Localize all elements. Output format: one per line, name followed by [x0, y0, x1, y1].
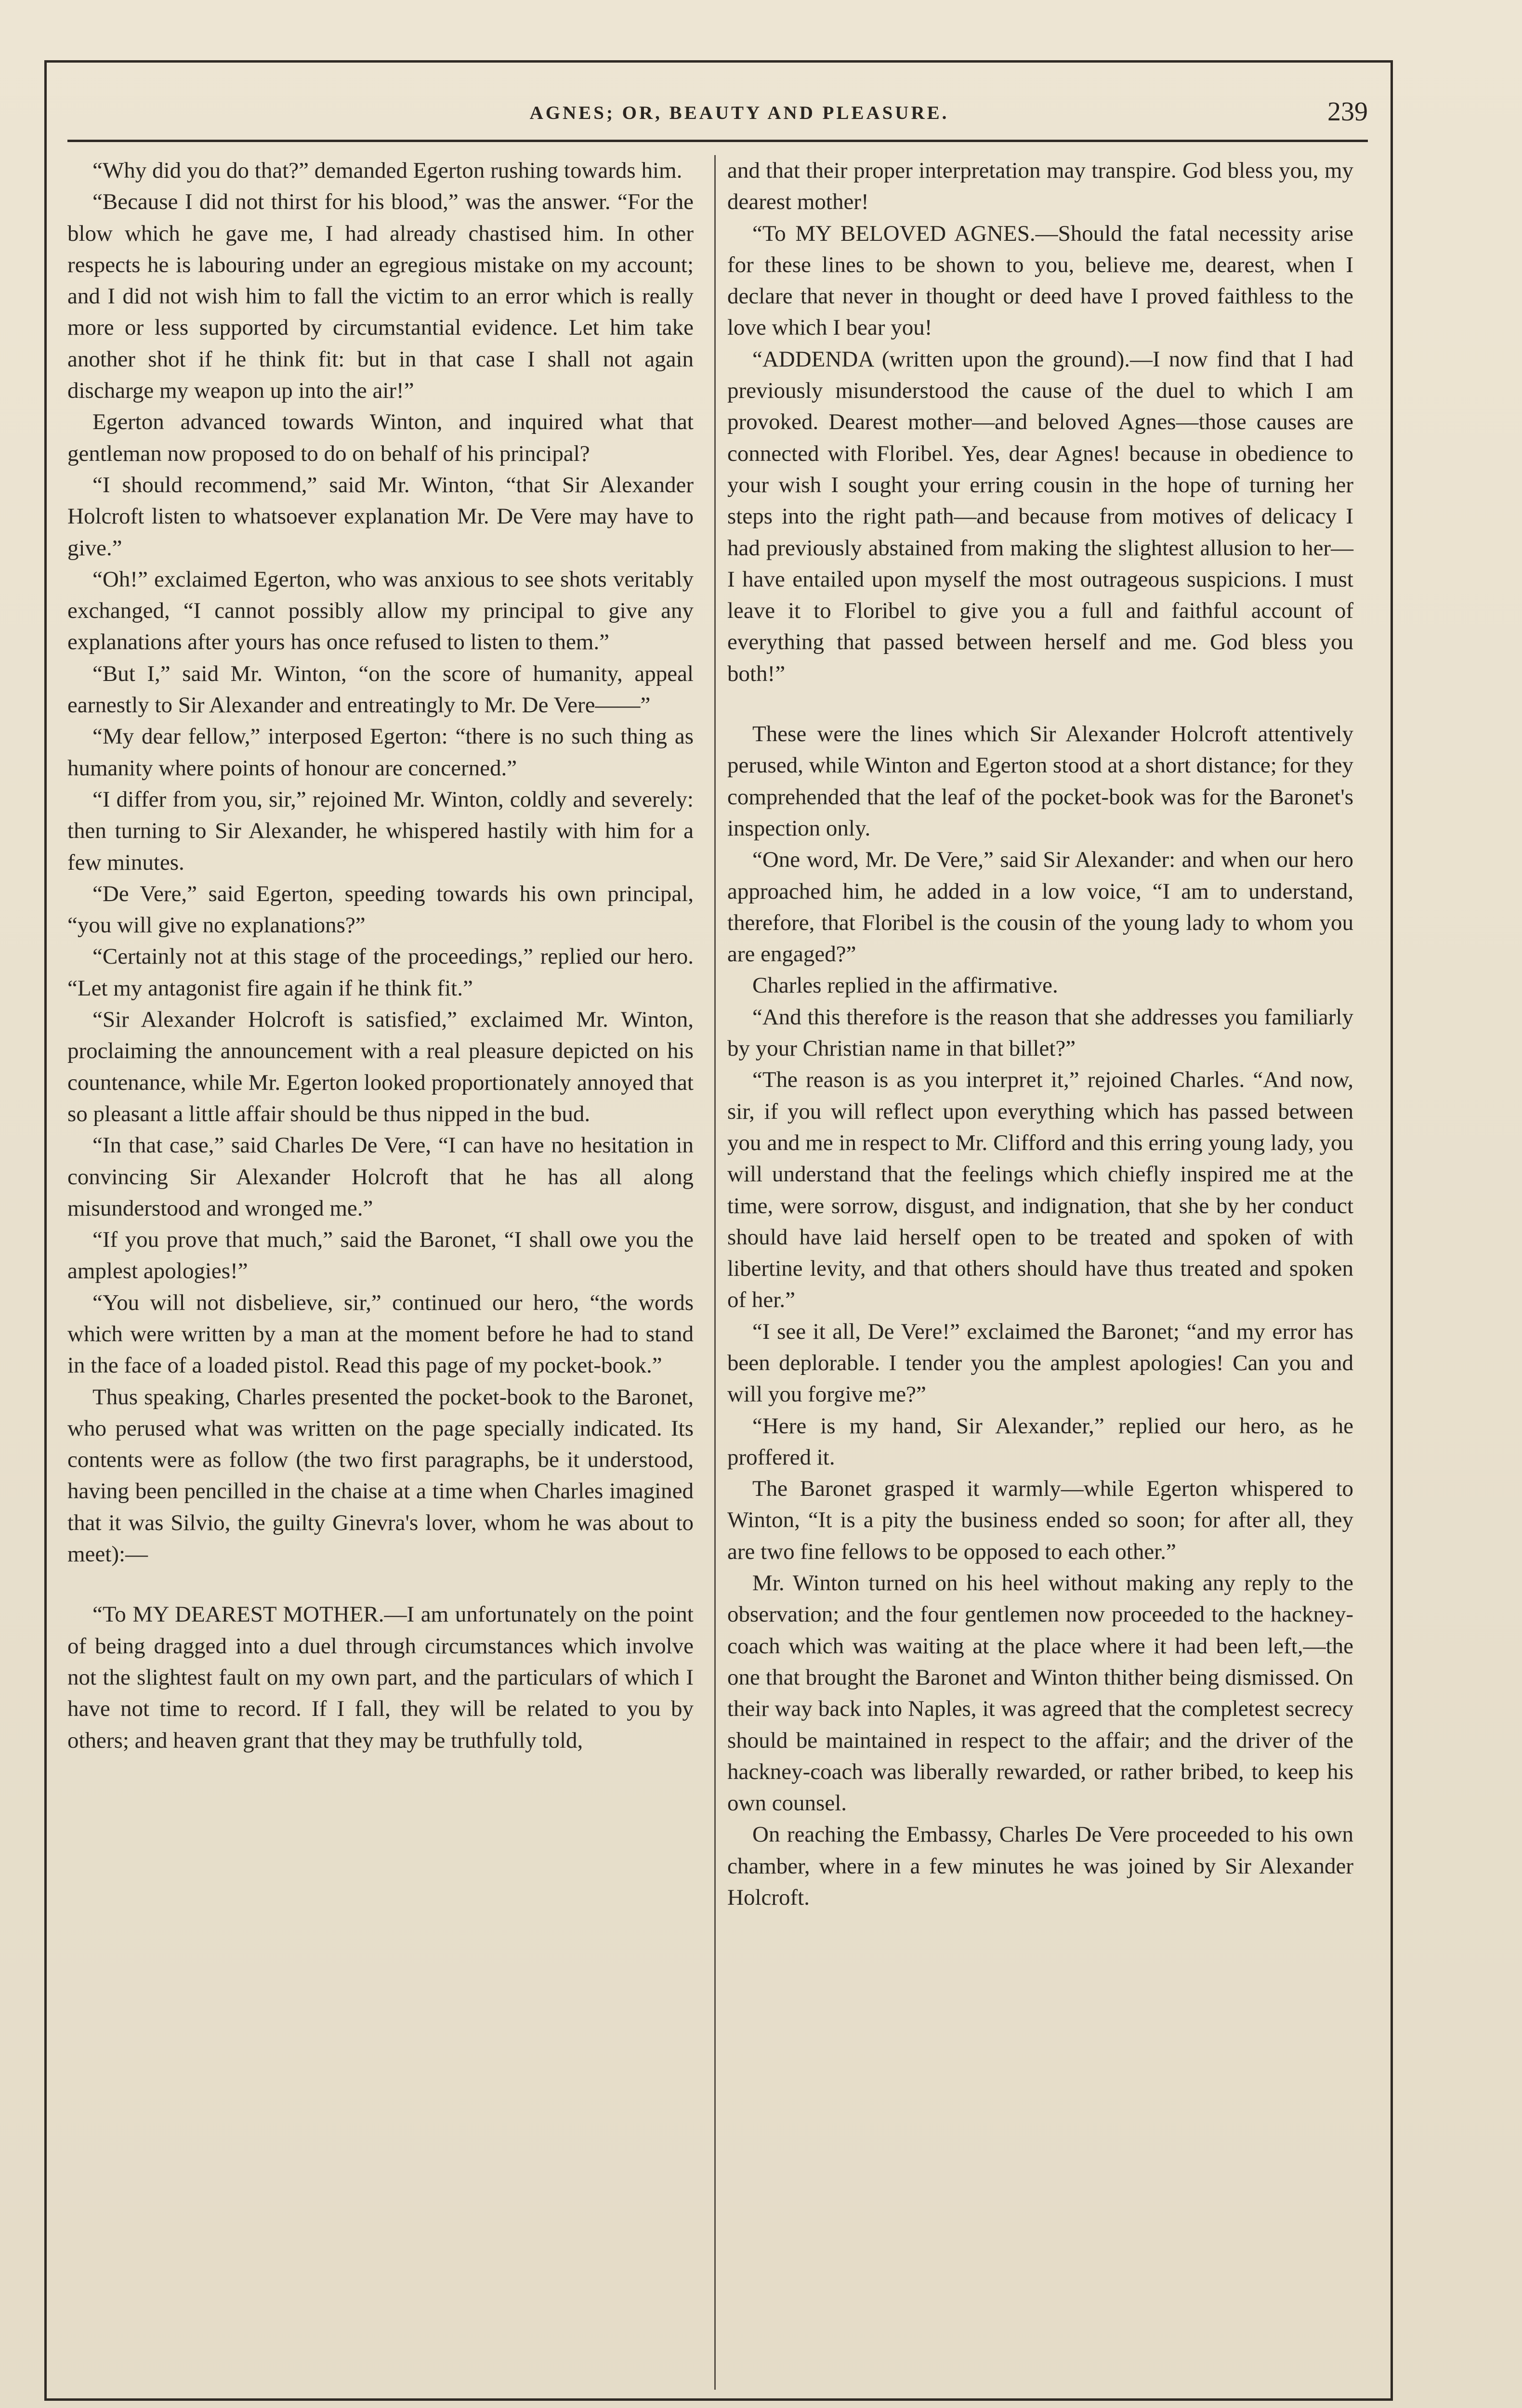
letter-paragraph: “ADDENDA (written upon the ground).—I now find that I had previously misunderstood the cause of the duel to which I am provoked. Dearest mother—and beloved Agnes—those causes are connected with Floribel. Yes, dear Agnes! because in obedience to your wish I sought your erring cousin in the hope of turning her steps into the right path—and because from motives of delicacy I had previously abstained from making the slightest allusion to her—I have entailed upon myself the most outrageous suspicions. I must leave it to Floribel to give you a full and faithful account of everything that passed between herself and me. God bless you both!” — [727, 346, 1353, 686]
paragraph: and that their proper interpretation may transpire. God bless you, my dearest mother! — [727, 158, 1353, 215]
paragraph: “I should recommend,” said Mr. Winton, “that Sir Alexander Holcroft listen to whatsoever explanation Mr. De Vere may have to give.” — [67, 472, 694, 561]
paragraph: Egerton advanced towards Winton, and inquired what that gentleman now proposed to do on behalf of his principal? — [67, 409, 694, 466]
page-header — [67, 96, 1368, 135]
paragraph: “De Vere,” said Egerton, speeding towards his own principal, “you will give no explanations?” — [67, 881, 694, 938]
left-column — [67, 155, 694, 1756]
paragraph: “But I,” said Mr. Winton, “on the score of humanity, appeal earnestly to Sir Alexander and entreatingly to Mr. De Vere——” — [67, 661, 694, 718]
right-column — [727, 155, 1353, 1913]
header-rule — [67, 140, 1368, 142]
paragraph: “Because I did not thirst for his blood,” was the answer. “For the blow which he gave me, I had already chastised him. In other respects he is labouring under an egregious mistake on my account; and I did not wish him to fall the victim to an error which is really more or less supported by circumstantial evidence. Let him take another shot if he think fit: but in that case I shall not again discharge my weapon up into the air!” — [67, 189, 694, 404]
paragraph: “One word, Mr. De Vere,” said Sir Alexander: and when our hero approached him, he added in a low voice, “I am to understand, therefore, that Floribel is the cousin of the young lady to whom you are engaged?” — [727, 847, 1353, 967]
paragraph: “Here is my hand, Sir Alexander,” replied our hero, as he proffered it. — [727, 1413, 1353, 1470]
paragraph: These were the lines which Sir Alexander Holcroft attentively perused, while Winton and Egerton stood at a short distance; for they comprehended that the leaf of the pocket-book was for the Baronet's inspection only. — [727, 721, 1353, 841]
paragraph: “Sir Alexander Holcroft is satisfied,” exclaimed Mr. Winton, proclaiming the announcement with a real pleasure depicted on his countenance, while Mr. Egerton looked proportionately annoyed that so pleasant a little affair should be thus nipped in the bud. — [67, 1007, 694, 1126]
paragraph: “Oh!” exclaimed Egerton, who was anxious to see shots veritably exchanged, “I cannot possibly allow my principal to give any explanations after yours has once refused to listen to them.” — [67, 566, 694, 655]
paragraph: “I see it all, De Vere!” exclaimed the Baronet; “and my error has been deplorable. I tender you the amplest apologies! Can you and will you forgive me?” — [727, 1319, 1353, 1407]
letter-paragraph: “To MY DEAREST MOTHER.—I am unfortunately on the point of being dragged into a duel through circumstances which involve not the slightest fault on my own part, and the particulars of which I have not time to record. If I fall, they will be related to you by others; and heaven grant that they may be truthfully told, — [67, 1602, 694, 1753]
paragraph: Thus speaking, Charles presented the pocket-book to the Baronet, who perused what was written on the page specially indicated. Its contents were as follow (the two first paragraphs, be it understood, having been pencilled in the chaise at a time when Charles imagined that it was Silvio, the guilty Ginevra's lover, whom he was about to meet):— — [67, 1384, 694, 1567]
paragraph: “Certainly not at this stage of the proceedings,” replied our hero. “Let my antagonist fire again if he think fit.” — [67, 944, 694, 1001]
paragraph: Charles replied in the affirmative. — [752, 973, 1058, 998]
paragraph: Mr. Winton turned on his heel without making any reply to the observation; and the four gentlemen now proceeded to the hackney-coach which was waiting at the place where it had been left,—the one that brought the Baronet and Winton thither being dismissed. On their way back into Naples, it was agreed that the completest secrecy should be maintained in respect to the affair; and the driver of the hackney-coach was liberally rewarded, or rather bribed, to keep his own counsel. — [727, 1570, 1353, 1816]
letter-paragraph: “To MY BELOVED AGNES.—Should the fatal necessity arise for these lines to be shown to you, believe me, dearest, when I declare that never in thought or deed have I proved faithless to the love which I bear you! — [727, 221, 1353, 340]
paragraph: On reaching the Embassy, Charles De Vere proceeded to his own chamber, where in a few minutes he was joined by Sir Alexander Holcroft. — [727, 1822, 1353, 1911]
paragraph: “The reason is as you interpret it,” rejoined Charles. “And now, sir, if you will reflect upon everything which has passed between you and me in respect to Mr. Clifford and this erring young lady, you will understand that the feelings which chiefly inspired me at the time, were sorrow, disgust, and indignation, that she by her conduct should have laid herself open to be treated and spoken of with libertine levity, and that others should have thus treated and spoken of her.” — [727, 1067, 1353, 1313]
paragraph: “You will not disbelieve, sir,” continued our hero, “the words which were written by a man at the moment before he had to stand in the face of a loaded pistol. Read this page of my pocket-book.” — [67, 1290, 694, 1378]
running-title: AGNES; OR, BEAUTY AND PLEASURE. — [529, 103, 949, 123]
paragraph: “Why did you do that?” demanded Egerton rushing towards him. — [92, 158, 682, 183]
paragraph: The Baronet grasped it warmly—while Egerton whispered to Winton, “It is a pity the business ended so soon; for after all, they are two fine fellows to be opposed to each other.” — [727, 1476, 1353, 1564]
paragraph: “My dear fellow,” interposed Egerton: “there is no such thing as humanity where points of honour are concerned.” — [67, 724, 694, 781]
paragraph: “If you prove that much,” said the Baronet, “I shall owe you the amplest apologies!” — [67, 1227, 694, 1284]
paragraph: “In that case,” said Charles De Vere, “I can have no hesitation in convincing Sir Alexander Holcroft that he has all along misunderstood and wronged me.” — [67, 1133, 694, 1221]
paragraph: “And this therefore is the reason that she addresses you familiarly by your Christian name in that billet?” — [727, 1004, 1353, 1061]
column-divider — [714, 155, 716, 2390]
paragraph: “I differ from you, sir,” rejoined Mr. Winton, coldly and severely: then turning to Sir Alexander, he whispered hastily with him for a few minutes. — [67, 786, 694, 875]
page-number: 239 — [1327, 97, 1368, 127]
